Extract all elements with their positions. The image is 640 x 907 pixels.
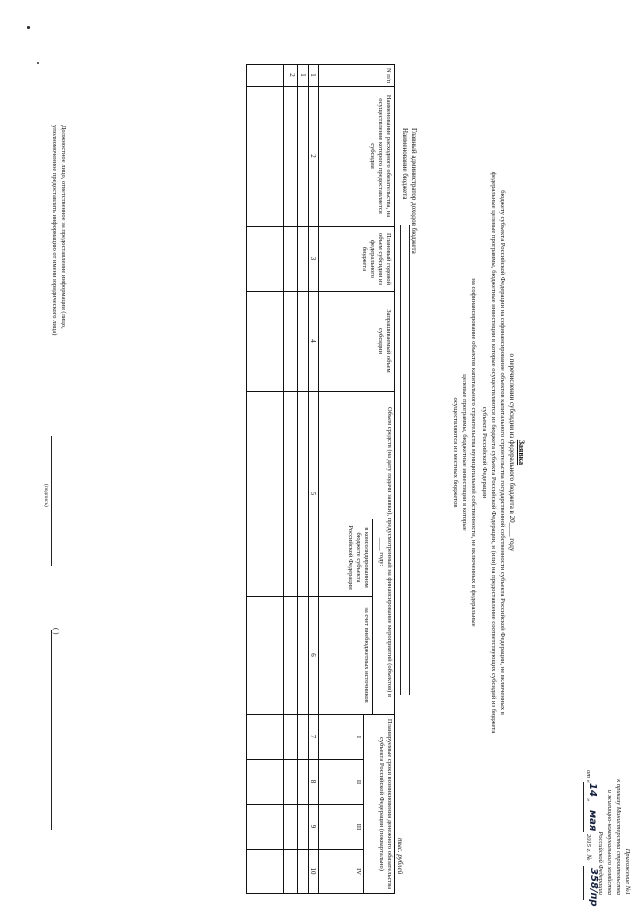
- signer-label: уполномоченное предоставлять информацию от имени юридического лица): [51, 125, 58, 336]
- column-number: 2: [309, 154, 317, 158]
- header-obligation: Наименование расходного обязательства, на осуществление которого предоставляется субсидия: [369, 94, 392, 218]
- order-underline: [583, 866, 584, 900]
- header-quarter: IV: [355, 868, 362, 875]
- administrator-field: [409, 225, 410, 695]
- title-line: целевые программы, бюджетные инвестиции в которые: [461, 374, 468, 531]
- order-month: мая: [587, 810, 598, 832]
- column-number: 10: [309, 867, 317, 875]
- header-quarter: III: [355, 823, 362, 831]
- header-quarter: I: [355, 735, 362, 739]
- column-number: 1: [309, 73, 317, 77]
- title-line: осуществляются из местных бюджетов: [452, 397, 459, 508]
- units-label: тыс. рублей: [396, 838, 404, 875]
- column-number: 8: [309, 779, 317, 784]
- name-line: [51, 630, 52, 830]
- budget-label: Наименование бюджета: [401, 128, 409, 200]
- header-requested: Запрашиваемый объем субсидии: [377, 309, 392, 373]
- title-line: федеральные целевые программы, бюджетные инвестиции в которые осуществляются из бюджета субъекта Российской Федерации, и (или) на предоставление соответствующих субсидий из бюджета: [490, 171, 497, 734]
- name-brackets: ( ): [52, 628, 60, 635]
- header-funds-consolidated: в консолидированном бюджете субъекта Российской Федерации: [347, 525, 370, 590]
- title-line: бюджету субъекта Российской Федерации на софинансирование объектов капитального строительства государственной собственности субъекта Российской Федерации, не включенных в: [499, 190, 506, 715]
- row-number: 2: [288, 73, 296, 77]
- document-heading: Заявка: [517, 439, 526, 466]
- appendix-line: Российской Федерации: [597, 831, 604, 895]
- row-number: 1: [299, 73, 307, 77]
- appendix-line: и жилищно-коммунального хозяйства: [606, 789, 613, 895]
- header-terms-group: Планируемые сроки возникновения денежного обязательства субъекта Российской Федерации (поквартально): [378, 718, 393, 890]
- administrator-label: Главный администратор доходов бюджета: [410, 128, 418, 254]
- signature-caption: (подпись): [43, 484, 49, 507]
- column-number: 9: [309, 824, 317, 829]
- appendix-line: Приложение №1: [624, 848, 631, 895]
- order-day: 14: [587, 783, 598, 797]
- header-quarter: II: [355, 779, 362, 785]
- column-number: 6: [309, 653, 317, 657]
- header-num: N п/п: [385, 67, 392, 84]
- header-funds-extrabudget: за счет внебюджетных источников: [363, 607, 370, 703]
- order-prefix: от «: [585, 770, 592, 783]
- column-number: 7: [309, 734, 317, 739]
- appendix-line: к приказу Министерства строительства: [615, 779, 622, 895]
- signature-line: [51, 436, 52, 566]
- title-line: субъекта Российской Федерации: [481, 406, 488, 499]
- header-funds-group: Объем средств (на дату подачи заявки), предусмотренный на финансирование мероприятий (объектов) в ____ году:: [378, 406, 393, 698]
- column-number: 4: [309, 339, 317, 343]
- column-number: 5: [309, 491, 317, 496]
- order-number: 358/пр: [588, 868, 599, 907]
- order-middle: »: [585, 798, 592, 802]
- budget-field: [400, 225, 401, 695]
- header-planned: Плановый годовой объем субсидии из федерального бюджета: [361, 233, 392, 285]
- title-line: на софинансирование объектов капитального строительства муниципальной собственности, не включенных в федеральные: [470, 278, 477, 627]
- order-year: 2015 г. №: [585, 834, 592, 861]
- signer-label: Должностное лицо, ответственное за предоставление информации (лицо,: [60, 125, 67, 329]
- request-table: [246, 64, 395, 894]
- order-underline: [583, 806, 584, 832]
- title-line: о перечислении субсидии из федерального бюджета в 20____ году: [508, 353, 516, 552]
- column-number: 3: [309, 256, 317, 261]
